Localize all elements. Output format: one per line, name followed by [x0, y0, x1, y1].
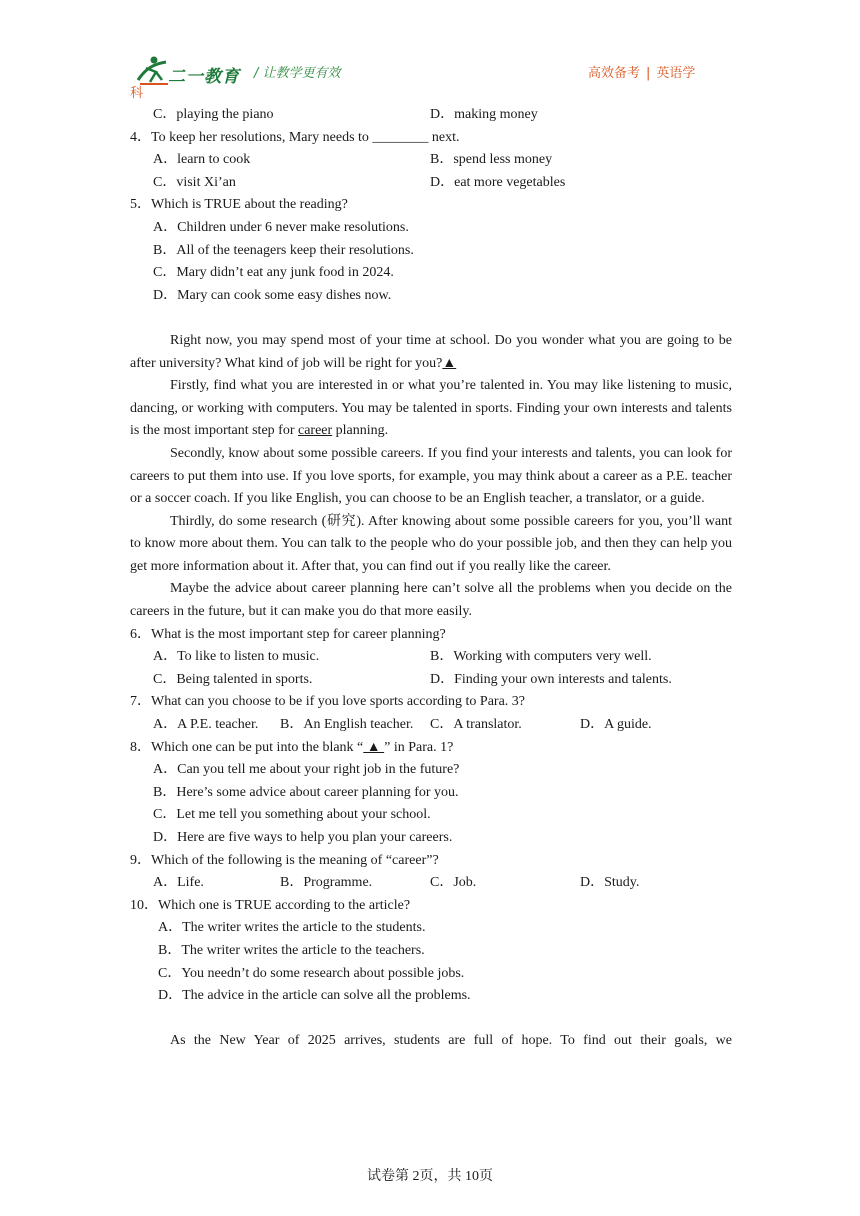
p2-underlined-word: career [297, 423, 333, 439]
passage-paragraph-4: Thirdly, do some research (研究). After knowing about some possible careers for you, you’ll want to know more about them. You can talk to the people who do your possible job, and then they can help you get more information about it. After that, you can find out if you really like the career. [130, 513, 732, 574]
q5-option-a: A．Children under 6 never make resolutions. [153, 219, 409, 235]
tag-separator: | [646, 66, 651, 81]
q4-option-a: A．learn to cook [153, 152, 251, 168]
q8-option-b: B．Here’s some advice about career planning for you. [153, 784, 459, 800]
q5-option-d: D．Mary can cook some easy dishes now. [153, 287, 392, 303]
q9-option-d: D．Study. [580, 875, 640, 891]
passage-paragraph-2 [130, 375, 732, 443]
q6-option-c: C．Being talented in sports. [153, 671, 313, 687]
p2-text-before: Firstly, find what you are interested in or what you’re talented in. You may like listening to music, dancing, or working with computers. You may be talented in sports. Finding your own interests and talents is the most important step for [130, 378, 732, 439]
passage-paragraph-3: Secondly, know about some possible careers. If you find your interests and talents, you can look for careers to put them into use. If you love sports, for example, you may think about a career as a P.E. teacher or a soccer coach. If you like English, you can choose to be an English teacher, a translator, or a guide. [130, 445, 732, 507]
q3-option-c: C．playing the piano [153, 107, 274, 122]
q3-option-d: D．making money [430, 107, 538, 122]
spacer [130, 307, 732, 330]
tag-left: 高效备考 [588, 66, 641, 81]
brand-slogan: / 让教学更有效 [254, 66, 341, 81]
q5-option-c: C．Mary didn’t eat any junk food in 2024. [153, 265, 394, 281]
q4-option-c: C．visit Xi’an [153, 174, 236, 190]
q10-option-a: A．The writer writes the article to the students. [158, 920, 426, 936]
exam-content [130, 104, 732, 1053]
q9-option-b: B．Programme. [280, 875, 373, 891]
page-header [0, 0, 860, 100]
q10-option-d: D．The advice in the article can solve all the problems. [158, 988, 471, 1004]
q4-options-row-2 [130, 172, 732, 195]
p1-blank: ▲ [442, 355, 457, 371]
q4-stem: 4．To keep her resolutions, Mary needs to ________ next. [130, 129, 460, 145]
q7-option-d: D．A guide. [580, 717, 652, 733]
q8-stem [130, 737, 732, 760]
q7-option-b: B．An English teacher. [280, 717, 414, 733]
passage-paragraph-1 [130, 330, 732, 375]
header-subject-tag [588, 62, 695, 81]
q5-option-b: B．All of the teenagers keep their resolutions. [153, 242, 414, 258]
q8-stem-after: ” in Para. 1? [384, 739, 454, 755]
q4-options-row-1 [130, 149, 732, 172]
q8-stem-blank: ▲ [363, 739, 385, 755]
q4-option-d: D．eat more vegetables [430, 174, 566, 190]
q6-options-row-2 [130, 669, 732, 692]
tag-right: 英语学 [656, 66, 696, 81]
q6-options-row-1 [130, 646, 732, 669]
q6-stem: 6．What is the most important step for career planning? [130, 626, 446, 642]
brand-name: 二一教育 [168, 67, 240, 87]
next-passage-start: As the New Year of 2025 arrives, students are full of hope. To find out their goals, we [170, 1033, 732, 1049]
q8-option-a: A．Can you tell me about your right job in the future? [153, 762, 460, 778]
q9-option-c: C．Job. [430, 875, 477, 891]
spacer [130, 1008, 732, 1031]
q8-option-d: D．Here are five ways to help you plan your careers. [153, 830, 453, 845]
q5-stem: 5．Which is TRUE about the reading? [130, 197, 348, 213]
q7-options-row [130, 714, 732, 737]
q6-option-d: D．Finding your own interests and talents. [430, 671, 672, 687]
q9-stem: 9．Which of the following is the meaning of “career”? [130, 852, 439, 868]
q7-option-a: A．A P.E. teacher. [153, 717, 259, 733]
page-footer: 试卷第 2页，共 10页 [367, 1169, 493, 1184]
tag-wrap: 科 [130, 86, 144, 101]
q10-option-b: B．The writer writes the article to the teachers. [158, 942, 425, 958]
q7-stem: 7．What can you choose to be if you love sports according to Para. 3? [130, 694, 526, 710]
p2-text-after: planning. [332, 423, 389, 439]
q7-option-c: C．A translator. [430, 717, 522, 733]
passage-paragraph-5: Maybe the advice about career planning here can’t solve all the problems when you decide on the careers in the future, but it can make you do that more easily. [130, 581, 732, 620]
q8-stem-before: 8．Which one can be put into the blank “ [130, 739, 364, 755]
q3-options-row [130, 104, 732, 127]
q6-option-a: A．To like to listen to music. [153, 649, 320, 665]
q6-option-b: B．Working with computers very well. [430, 649, 652, 665]
q10-option-c: C．You needn’t do some research about possible jobs. [158, 965, 465, 981]
q4-option-b: B．spend less money [430, 152, 553, 168]
q10-stem: 10．Which one is TRUE according to the article? [130, 897, 411, 913]
p1-text: Right now, you may spend most of your time at school. Do you wonder what you are going to be after university? What kind of job will be right for you? [130, 332, 732, 371]
q9-options-row [130, 872, 732, 895]
q8-option-c: C．Let me tell you something about your school. [153, 807, 431, 823]
q9-option-a: A．Life. [153, 875, 204, 891]
